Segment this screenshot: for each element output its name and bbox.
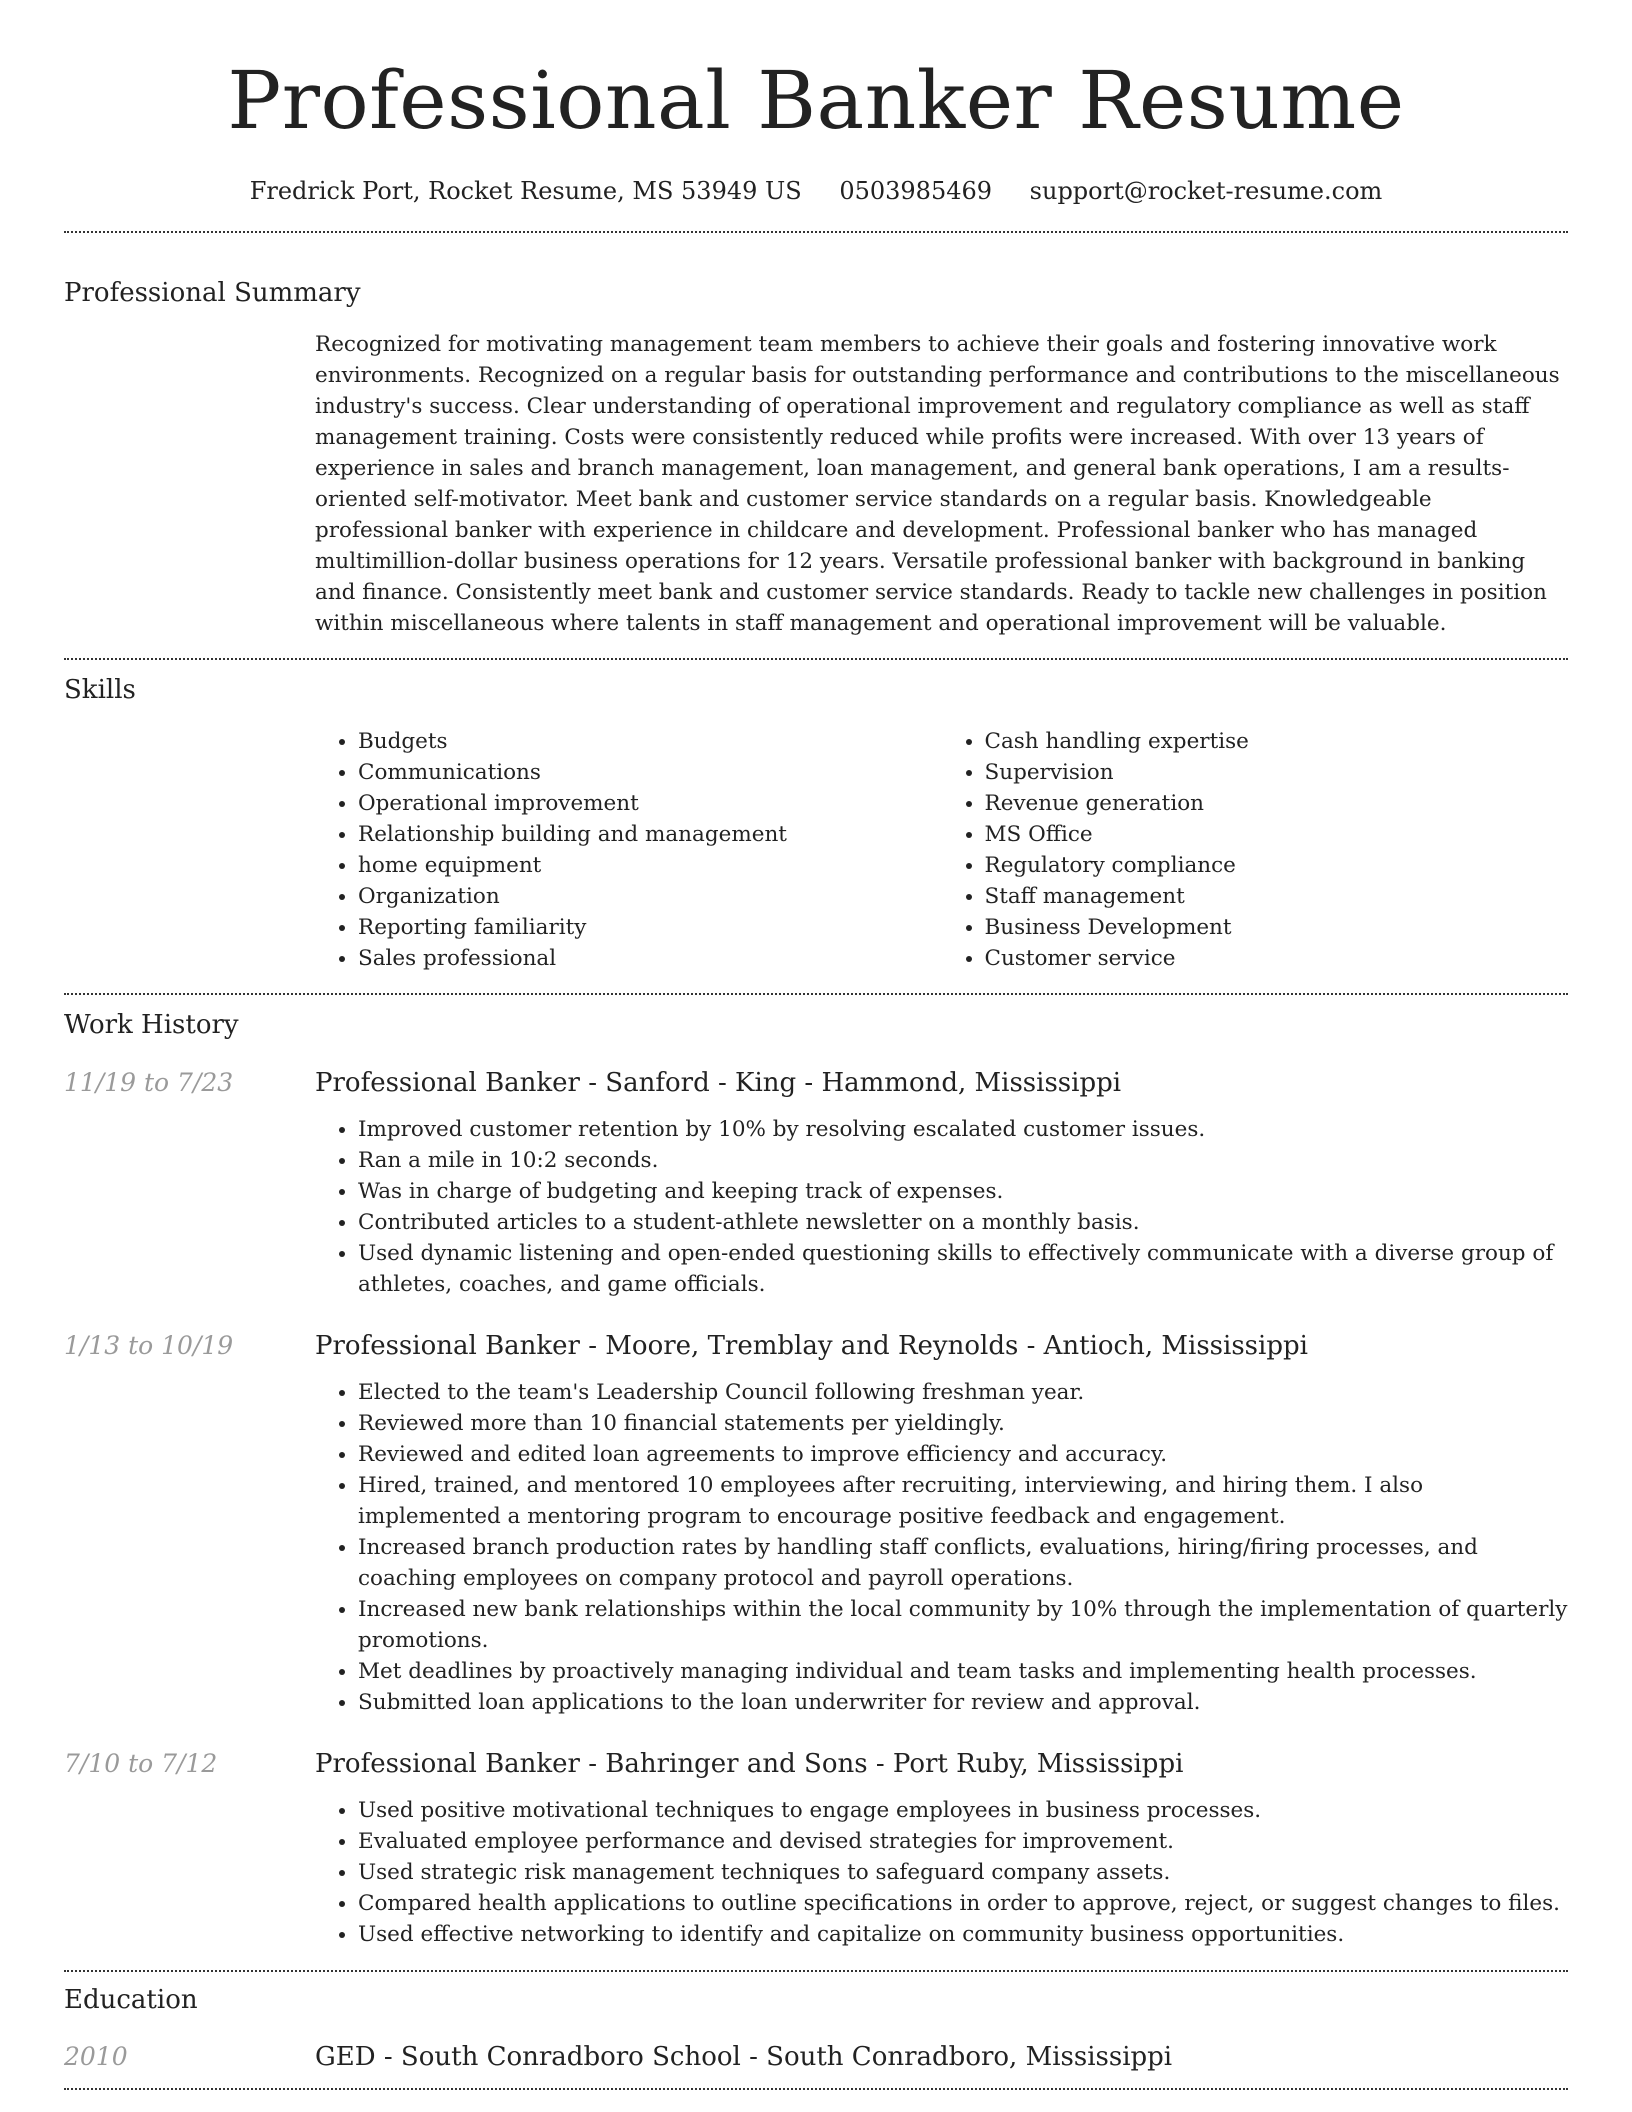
list-item: • Cash handling expertise — [985, 726, 1569, 757]
list-item: • Improved customer retention by 10% by resolving escalated customer issues. — [358, 1114, 1568, 1145]
section-divider — [64, 1970, 1568, 1972]
list-item: • Sales professional — [358, 943, 942, 974]
list-item: • Met deadlines by proactively managing individual and team tasks and implementing health processes. — [358, 1656, 1568, 1687]
section-divider — [64, 658, 1568, 660]
list-item: • Elected to the team's Leadership Council following freshman year. — [358, 1377, 1568, 1408]
list-item: • Hired, trained, and mentored 10 employees after recruiting, interviewing, and hiring them. I also implemented a mentoring program to encourage positive feedback and engagement. — [358, 1470, 1568, 1532]
list-item: • Compared health applications to outline specifications in order to approve, reject, or suggest changes to files. — [358, 1888, 1568, 1919]
education-heading: Education — [64, 1985, 198, 2015]
list-item: • Supervision — [985, 757, 1569, 788]
list-item: • home equipment — [358, 850, 942, 881]
work-heading: Work History — [64, 1010, 239, 1040]
work-entry — [64, 1329, 1568, 1718]
summary-heading: Professional Summary — [64, 278, 361, 308]
list-item: • Reviewed and edited loan agreements to improve efficiency and accuracy. — [358, 1439, 1568, 1470]
section-divider — [64, 2088, 1568, 2090]
list-item: • Customer service — [985, 943, 1569, 974]
list-item: • Communications — [358, 757, 942, 788]
education-list — [64, 2040, 1568, 2074]
job-title: Professional Banker - Sanford - King - Hammond, Mississippi — [315, 1068, 1122, 1098]
section-divider — [64, 231, 1568, 233]
summary-section — [315, 329, 1568, 639]
work-dates: 7/10 to 7/12 — [64, 1749, 218, 1778]
skills-heading: Skills — [64, 675, 136, 705]
list-item: • Increased new bank relationships within the local community by 10% through the implementation of quarterly promotions. — [358, 1594, 1568, 1656]
list-item: • Increased branch production rates by handling staff conflicts, evaluations, hiring/firing processes, and coaching employees on company protocol and payroll operations. — [358, 1532, 1568, 1594]
job-bullets — [315, 1795, 1568, 1950]
skills-list-left — [315, 726, 942, 974]
work-entry-body — [315, 1747, 1568, 1950]
list-item: • Organization — [358, 881, 942, 912]
section-divider — [64, 993, 1568, 995]
work-entry-body — [315, 1329, 1568, 1718]
list-item: • Evaluated employee performance and devised strategies for improvement. — [358, 1826, 1568, 1857]
list-item: • Budgets — [358, 726, 942, 757]
work-entry — [64, 1066, 1568, 1300]
list-item: • Used dynamic listening and open-ended questioning skills to effectively communicate with a diverse group of athletes, coaches, and game officials. — [358, 1238, 1568, 1300]
list-item: • Reporting familiarity — [358, 912, 942, 943]
job-bullets — [315, 1377, 1568, 1718]
list-item: • Ran a mile in 10:2 seconds. — [358, 1145, 1568, 1176]
work-entry — [64, 1747, 1568, 1950]
list-item: • Operational improvement — [358, 788, 942, 819]
summary-text: Recognized for motivating management team members to achieve their goals and fostering innovative work environments. Recognized on a regular basis for outstanding performance and contributions to the miscellaneous industry's success. Clear understanding of operational improvement and regulatory compliance as well as staff management training. Costs were consistently reduced while profits were increased. With over 13 years of experience in sales and branch management, loan management, and general bank operations, I am a results-oriented self-motivator. Meet bank and customer service standards on a regular basis. Knowledgeable professional banker with experience in childcare and development. Professional banker who has managed multimillion-dollar business operations for 12 years. Versatile professional banker with background in banking and finance. Consistently meet bank and customer service standards. Ready to tackle new challenges in position within miscellaneous where talents in staff management and operational improvement will be valuable. — [315, 332, 1560, 636]
contact-email: support@rocket-resume.com — [1029, 177, 1383, 205]
list-item: • Used effective networking to identify and capitalize on community business opportunities. — [358, 1919, 1568, 1950]
education-date: 2010 — [64, 2042, 128, 2071]
list-item: • Contributed articles to a student-athlete newsletter on a monthly basis. — [358, 1207, 1568, 1238]
list-item: • MS Office — [985, 819, 1569, 850]
education-title: GED - South Conradboro School - South Conradboro, Mississippi — [315, 2042, 1173, 2072]
work-entry-body — [315, 1066, 1568, 1300]
job-title: Professional Banker - Moore, Tremblay and Reynolds - Antioch, Mississippi — [315, 1331, 1308, 1361]
list-item: • Reviewed more than 10 financial statements per yieldingly. — [358, 1408, 1568, 1439]
list-item: • Revenue generation — [985, 788, 1569, 819]
list-item: • Regulatory compliance — [985, 850, 1569, 881]
list-item: • Staff management — [985, 881, 1569, 912]
contact-line — [64, 174, 1568, 208]
list-item: • Submitted loan applications to the loan underwriter for review and approval. — [358, 1687, 1568, 1718]
work-dates: 1/13 to 10/19 — [64, 1331, 234, 1360]
list-item: • Used strategic risk management techniques to safeguard company assets. — [358, 1857, 1568, 1888]
work-history-list — [64, 1066, 1568, 1950]
list-item: • Relationship building and management — [358, 819, 942, 850]
job-title: Professional Banker - Bahringer and Sons - Port Ruby, Mississippi — [315, 1749, 1184, 1779]
resume-page — [64, 0, 1568, 2090]
education-entry — [64, 2040, 1568, 2074]
resume-title: Professional Banker Resume — [227, 54, 1405, 147]
list-item: • Used positive motivational techniques to engage employees in business processes. — [358, 1795, 1568, 1826]
contact-phone: 0503985469 — [839, 177, 993, 205]
job-bullets — [315, 1114, 1568, 1300]
list-item: • Was in charge of budgeting and keeping track of expenses. — [358, 1176, 1568, 1207]
skills-section — [315, 726, 1568, 974]
contact-address: Fredrick Port, Rocket Resume, MS 53949 US — [249, 177, 802, 205]
skills-list-right — [942, 726, 1569, 974]
work-dates: 11/19 to 7/23 — [64, 1068, 234, 1097]
list-item: • Business Development — [985, 912, 1569, 943]
